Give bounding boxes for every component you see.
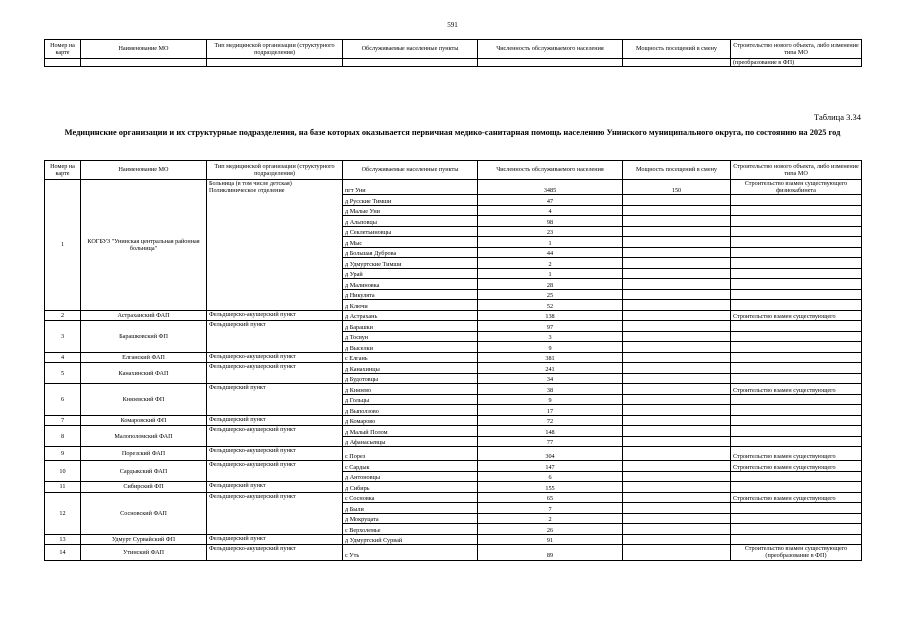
table-cell-capacity <box>623 216 731 227</box>
table-cell-settlement: д Большая Дуброва <box>343 247 478 258</box>
table-cell-settlement: д Ключи <box>343 300 478 311</box>
table-row <box>45 492 862 503</box>
table-cell-construction: Строительство взамен существующего <box>731 384 862 395</box>
table-cell-construction <box>731 471 862 482</box>
table-cell-construction <box>731 279 862 290</box>
table-cell-population: 2 <box>478 513 623 524</box>
table-cell-construction: Строительство взамен существующего (преобразование в ФП) <box>731 545 862 560</box>
table-cell-capacity <box>623 545 731 560</box>
table-cell-settlement: д Будотовцы <box>343 373 478 384</box>
table-cell-capacity <box>623 331 731 342</box>
table-cell-construction <box>731 426 862 437</box>
table-cell-mo-name: Удмурт Сурвайский ФП <box>81 534 207 545</box>
table-cell-org-type: Фельдшерско-акушерский пункт <box>207 545 343 560</box>
previous-table-tail <box>44 39 862 67</box>
table-cell-settlement: д Малый Полом <box>343 426 478 437</box>
table-cell-org-type: Фельдшерско-акушерский пункт <box>207 426 343 447</box>
table-cell-org-type: Фельдшерский пункт <box>207 482 343 493</box>
table-cell-settlement: д Секлетьиновцы <box>343 226 478 237</box>
table-cell-population: 38 <box>478 384 623 395</box>
table-cell-population: 147 <box>478 461 623 472</box>
table-cell-construction <box>731 237 862 248</box>
table-cell-population: 98 <box>478 216 623 227</box>
table-cell-capacity <box>623 300 731 311</box>
table-cell-settlement: д Были <box>343 503 478 514</box>
table-cell-construction: Строительство взамен существующего <box>731 310 862 321</box>
table-cell-capacity <box>623 237 731 248</box>
table-cell-construction <box>731 342 862 353</box>
header-org-type: Тип медицинской организации (структурного подразделения) <box>207 161 343 180</box>
header-capacity: Мощность посещений в смену <box>623 161 731 180</box>
table-cell-population: 28 <box>478 279 623 290</box>
table-cell-capacity <box>623 205 731 216</box>
table-cell-population: 241 <box>478 363 623 374</box>
table-cell-population: 304 <box>478 447 623 461</box>
table-cell-capacity <box>623 384 731 395</box>
table-title: Медицинские организации и их структурные подразделения, на базе которых оказывается первичная медико-санитарная помощь населению Унинского муниципального округа, по состоянию на 2025 год <box>64 128 841 137</box>
table-row <box>45 363 862 374</box>
table-cell-mo-name: Елганский ФАП <box>81 352 207 363</box>
table-cell-settlement: д Гольцы <box>343 394 478 405</box>
table-cell-number: 5 <box>45 363 81 384</box>
table-cell-population: 23 <box>478 226 623 237</box>
table-cell-capacity <box>623 363 731 374</box>
table-cell-settlement: д Афанасьевцы <box>343 436 478 447</box>
table-cell-settlement: с Верхолемье <box>343 524 478 535</box>
table-cell-settlement: д Князево <box>343 384 478 395</box>
table-cell-construction <box>731 268 862 279</box>
table-cell-org-type: Фельдшерский пункт <box>207 321 343 353</box>
table-cell-settlement: д Малые Уни <box>343 205 478 216</box>
table-cell-population: 47 <box>478 195 623 206</box>
table-cell-population: 3 <box>478 331 623 342</box>
table-cell-population: 91 <box>478 534 623 545</box>
table-cell-settlement: д Астрахань <box>343 310 478 321</box>
table-cell-settlement: д Русские Тимши <box>343 195 478 206</box>
header-mo-name: Наименование МО <box>81 161 207 180</box>
table-cell-population: 9 <box>478 394 623 405</box>
table-cell-mo-name: Комаровский ФП <box>81 415 207 426</box>
table-cell-settlement: д Удмуртский Сурвай <box>343 534 478 545</box>
table-cell-capacity <box>623 524 731 535</box>
header-settlements: Обслуживаемые населенные пункты <box>343 161 478 180</box>
table-cell-population: 7 <box>478 503 623 514</box>
table-cell-settlement: д Канахинцы <box>343 363 478 374</box>
table-cell-org-type: Фельдшерско-акушерский пункт <box>207 461 343 482</box>
table-cell-capacity <box>623 258 731 269</box>
table-row <box>45 310 862 321</box>
table-cell-org-type: Фельдшерско-акушерский пункт <box>207 352 343 363</box>
table-cell-number: 8 <box>45 426 81 447</box>
table-row <box>45 384 862 395</box>
page-number: 591 <box>447 21 458 29</box>
table-cell-capacity <box>623 268 731 279</box>
table-cell-capacity <box>623 373 731 384</box>
table-cell-capacity <box>623 247 731 258</box>
table-cell-capacity <box>623 310 731 321</box>
table-cell-population: 4 <box>478 205 623 216</box>
table-cell-settlement: д Альповцы <box>343 216 478 227</box>
table-cell-settlement: д Тосвун <box>343 331 478 342</box>
table-cell-mo-name: Князевский ФП <box>81 384 207 416</box>
table-cell-settlement: д Удмуртские Тимши <box>343 258 478 269</box>
table-cell-mo-name: Канахинский ФАП <box>81 363 207 384</box>
table-cell-population: 77 <box>478 436 623 447</box>
table-cell-settlement: д Выселки <box>343 342 478 353</box>
table-cell-construction <box>731 195 862 206</box>
header-number: Номер на карте <box>45 161 81 180</box>
table-cell-number: 10 <box>45 461 81 482</box>
table-cell-construction: Строительство взамен существующего <box>731 461 862 472</box>
table-cell-mo-name: Порезский ФАП <box>81 447 207 461</box>
table-cell-construction <box>731 289 862 300</box>
table-row <box>45 415 862 426</box>
table-cell-construction <box>731 373 862 384</box>
table-cell-number: 11 <box>45 482 81 493</box>
table-cell-mo-name: Малополомский ФАП <box>81 426 207 447</box>
table-cell-construction <box>731 524 862 535</box>
table-cell-mo-name: Сибирский ФП <box>81 482 207 493</box>
table-cell-capacity <box>623 471 731 482</box>
table-cell-capacity <box>623 534 731 545</box>
table-cell-number: 2 <box>45 310 81 321</box>
table-row <box>45 426 862 437</box>
table-cell-capacity <box>623 405 731 416</box>
table-cell-settlement: пгт Уни <box>343 180 478 195</box>
table-row <box>45 180 862 195</box>
table-cell-construction <box>731 394 862 405</box>
header-population: Численность обслуживаемого населения <box>478 161 623 180</box>
table-cell-construction <box>731 534 862 545</box>
table-cell-population: 381 <box>478 352 623 363</box>
table-body <box>45 180 862 561</box>
table-cell-mo-name: КОГБУЗ "Унинская центральная районная больница" <box>81 180 207 311</box>
header-org-type: Тип медицинской организации (структурного подразделения) <box>207 40 343 59</box>
table-cell-construction: Строительство взамен существующего <box>731 492 862 503</box>
header-mo-name: Наименование МО <box>81 40 207 59</box>
table-cell-capacity <box>623 226 731 237</box>
table-row <box>45 534 862 545</box>
table-cell-number: 13 <box>45 534 81 545</box>
header-population: Численность обслуживаемого населения <box>478 40 623 59</box>
table-cell-population: 155 <box>478 482 623 493</box>
table-cell-capacity <box>623 342 731 353</box>
table-cell-number: 9 <box>45 447 81 461</box>
table-cell-construction <box>731 482 862 493</box>
table-cell-population: 148 <box>478 426 623 437</box>
table-cell-settlement: д Антоновцы <box>343 471 478 482</box>
header-construction: Строительство нового объекта, либо изменение типа МО <box>731 40 862 59</box>
table-row <box>45 461 862 472</box>
table-cell-construction <box>731 247 862 258</box>
table-cell-mo-name: Барашковский ФП <box>81 321 207 353</box>
table-cell-settlement: д Сибирь <box>343 482 478 493</box>
table-cell-population: 25 <box>478 289 623 300</box>
table-cell-settlement: д Комарово <box>343 415 478 426</box>
table-cell-construction <box>731 331 862 342</box>
table-cell-mo-name: Сосновский ФАП <box>81 492 207 534</box>
table-cell-number: 12 <box>45 492 81 534</box>
table-cell-capacity <box>623 513 731 524</box>
table-cell-construction <box>731 226 862 237</box>
table-cell-population: 1 <box>478 237 623 248</box>
table-cell-construction <box>731 405 862 416</box>
table-cell-org-type: Фельдшерский пункт <box>207 415 343 426</box>
table-row <box>45 447 862 461</box>
table-row <box>45 352 862 363</box>
table-cell-capacity <box>623 394 731 405</box>
table-cell-mo-name: Астраханский ФАП <box>81 310 207 321</box>
table-cell-org-type: Фельдшерский пункт <box>207 384 343 416</box>
table-cell-construction <box>731 216 862 227</box>
table-label: Таблица 3.34 <box>814 112 861 122</box>
table-cell-construction <box>731 352 862 363</box>
table-cell-org-type: Фельдшерско-акушерский пункт <box>207 492 343 534</box>
table-cell-population: 6 <box>478 471 623 482</box>
table-cell-construction <box>731 436 862 447</box>
table-cell-population: 1 <box>478 268 623 279</box>
table-cell-population: 26 <box>478 524 623 535</box>
table-cell-number: 7 <box>45 415 81 426</box>
table-cell-capacity <box>623 447 731 461</box>
table-cell-population: 72 <box>478 415 623 426</box>
table-cell-settlement: с Порез <box>343 447 478 461</box>
table-row <box>45 482 862 493</box>
header-construction: Строительство нового объекта, либо изменение типа МО <box>731 161 862 180</box>
header-capacity: Мощность посещений в смену <box>623 40 731 59</box>
table-cell-construction <box>731 258 862 269</box>
table-cell-settlement: д Урай <box>343 268 478 279</box>
table-cell-construction <box>731 205 862 216</box>
table-cell-number: 14 <box>45 545 81 560</box>
table-cell-settlement: с Сосновка <box>343 492 478 503</box>
table-cell-construction: Строительство взамен существующего <box>731 447 862 461</box>
table-cell-settlement: д Мыс <box>343 237 478 248</box>
header-number: Номер на карте <box>45 40 81 59</box>
table-cell-population: 89 <box>478 545 623 560</box>
table-cell-settlement: д Никулята <box>343 289 478 300</box>
table-cell-settlement: д Мокруцата <box>343 513 478 524</box>
table-cell-capacity <box>623 415 731 426</box>
table-row <box>45 321 862 332</box>
table-cell-mo-name: Утинский ФАП <box>81 545 207 560</box>
table-cell-settlement: с Елгань <box>343 352 478 363</box>
table-cell-number: 3 <box>45 321 81 353</box>
table-cell-construction <box>731 503 862 514</box>
table-cell-construction <box>731 300 862 311</box>
table-cell-population: 9 <box>478 342 623 353</box>
table-cell-settlement: д Малиновка <box>343 279 478 290</box>
table-cell-org-type: Фельдшерско-акушерский пункт <box>207 363 343 384</box>
table-cell-construction: Строительство взамен существующего физиокабинета <box>731 180 862 195</box>
table-cell-mo-name: Сардыкский ФАП <box>81 461 207 482</box>
table-cell-org-type: Фельдшерско-акушерский пункт <box>207 447 343 461</box>
table-cell-capacity <box>623 492 731 503</box>
table-cell-population: 17 <box>478 405 623 416</box>
table-cell-population: 34 <box>478 373 623 384</box>
table-cell-org-type: Фельдшерский пункт <box>207 534 343 545</box>
table-cell-capacity <box>623 321 731 332</box>
table-cell-population: 44 <box>478 247 623 258</box>
table-cell-population: 65 <box>478 492 623 503</box>
table-cell-capacity <box>623 289 731 300</box>
table-row <box>45 545 862 560</box>
table-cell-construction <box>731 363 862 374</box>
table-cell-org-type: Больница (в том числе детская) Поликлиническое отделение <box>207 180 343 311</box>
header-settlements: Обслуживаемые населенные пункты <box>343 40 478 59</box>
table-cell-construction <box>731 513 862 524</box>
table-cell-capacity <box>623 195 731 206</box>
table-cell-construction: (преобразование в ФП) <box>731 59 862 67</box>
table-cell-capacity <box>623 279 731 290</box>
table-cell-capacity <box>623 461 731 472</box>
table-cell-population: 3485 <box>478 180 623 195</box>
table-cell-capacity <box>623 352 731 363</box>
table-cell-construction <box>731 415 862 426</box>
table-cell-population: 2 <box>478 258 623 269</box>
table-cell-org-type: Фельдшерско-акушерский пункт <box>207 310 343 321</box>
table-cell-capacity <box>623 426 731 437</box>
table-cell-settlement: с Уть <box>343 545 478 560</box>
table-cell-capacity <box>623 482 731 493</box>
table-cell-construction <box>731 321 862 332</box>
table-cell-capacity <box>623 503 731 514</box>
table-cell-capacity: 150 <box>623 180 731 195</box>
table-cell-number: 6 <box>45 384 81 416</box>
table-cell-settlement: д Выползово <box>343 405 478 416</box>
table-cell-population: 138 <box>478 310 623 321</box>
table-cell-population: 52 <box>478 300 623 311</box>
table-cell-settlement: д Барашки <box>343 321 478 332</box>
table-cell-number: 4 <box>45 352 81 363</box>
table-cell-population: 97 <box>478 321 623 332</box>
main-table <box>44 160 862 561</box>
table-cell-settlement: с Сардык <box>343 461 478 472</box>
table-cell-number: 1 <box>45 180 81 311</box>
table-cell-capacity <box>623 436 731 447</box>
